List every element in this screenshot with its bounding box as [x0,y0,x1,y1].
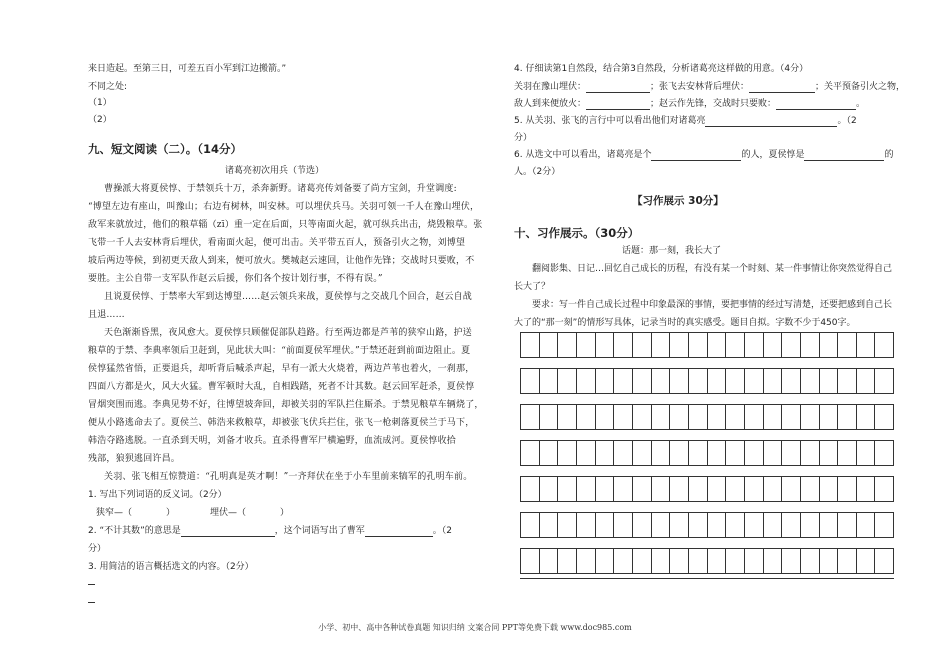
grid-row[interactable] [520,368,894,394]
q1-word2-close: ） [280,508,290,518]
grid-cell[interactable] [688,333,707,357]
grid-cell[interactable] [763,477,782,501]
grid-cell[interactable] [819,513,838,537]
grid-cell[interactable] [744,549,763,573]
q4-zhao-yun-label: ；赵云作先锋，交战时只要败： [650,99,777,109]
grid-cell[interactable] [707,441,726,465]
grid-row[interactable] [520,512,894,538]
passage-line: 敌军来就放过，他们的粮草辎（zī）重一定在后面，只等南面火起，就可纵兵出击，烧毁粮草。张 [88,220,483,230]
grid-cell[interactable] [688,513,707,537]
q5-end: 。（2 [837,116,857,126]
grid-cell[interactable] [856,333,875,357]
grid-cell[interactable] [613,333,632,357]
writing-prompt-line-2: 长大了？ [514,282,551,292]
grid-cell[interactable] [800,369,819,393]
question-5 [514,116,857,127]
passage-line: 四面八方都是火，风大火猛。曹军顿时大乱，自相践踏，死者不计其数。赵云回军赶杀，夏侯惇 [88,382,475,392]
grid-cell[interactable] [725,441,744,465]
grid-cell[interactable] [781,369,800,393]
grid-cell[interactable] [874,333,893,357]
grid-cell[interactable] [651,441,670,465]
grid-cell[interactable] [632,441,651,465]
q1-word2-label: 埋伏—（ [210,508,247,518]
grid-cell[interactable] [725,477,744,501]
q1-antonym-2 [210,508,289,519]
grid-cell[interactable] [800,477,819,501]
q4-line-2 [514,99,865,110]
q6-xiahou-blank[interactable] [804,151,884,161]
q3-answer-line-1[interactable] [88,584,95,585]
passage-title: 诸葛亮初次用兵（节选） [225,166,325,176]
grid-cell[interactable] [856,549,875,573]
grid-cell[interactable] [837,549,856,573]
grid-cell[interactable] [874,369,893,393]
grid-cell[interactable] [725,549,744,573]
q2-army-blank[interactable] [365,527,433,537]
grid-cell[interactable] [744,477,763,501]
grid-row[interactable] [520,440,894,466]
grid-cell[interactable] [837,405,856,429]
grid-cell[interactable] [763,405,782,429]
grid-cell[interactable] [539,477,558,501]
grid-row[interactable] [520,548,894,574]
grid-cell[interactable] [595,441,614,465]
passage-line: 残部，狼狈逃回许昌。 [88,454,181,464]
grid-cell[interactable] [819,477,838,501]
grid-cell[interactable] [595,549,614,573]
passage-line: 坡后两边等候，到初更天敌人到来，便可放火。樊城赵云速回，让他作先锋；交战时只要败，不 [88,256,475,266]
grid-cell[interactable] [632,549,651,573]
grid-cell[interactable] [874,405,893,429]
grid-cell[interactable] [651,369,670,393]
passage-line: 便从小路逃命去了。夏侯兰、韩浩来救粮草，却被张飞伏兵拦住，张飞一枪刺落夏侯兰于马下， [88,418,475,428]
q1-antonym-1 [96,508,175,519]
grid-cell[interactable] [781,513,800,537]
grid-cell[interactable] [613,477,632,501]
grid-cell[interactable] [781,405,800,429]
q6-text-c: 的 [884,150,894,160]
q1-word1-close: ） [166,508,176,518]
passage-line: 且退…… [88,310,125,320]
grid-cell[interactable] [651,333,670,357]
grid-cell[interactable] [669,369,688,393]
prev-item-1: （1） [88,98,112,108]
passage-line: “博望左边有座山，叫豫山；右边有树林，叫安林。可以埋伏兵马。关羽可领一千人在豫山埋伏， [88,202,480,212]
question-1: 1. 写出下列词语的反义词。（2分） [88,490,227,500]
grid-cell[interactable] [557,369,576,393]
grid-cell[interactable] [669,513,688,537]
grid-cell[interactable] [521,441,539,465]
grid-cell[interactable] [837,477,856,501]
grid-cell[interactable] [576,333,595,357]
question-2 [88,526,452,537]
grid-cell[interactable] [707,477,726,501]
grid-cell[interactable] [632,333,651,357]
grid-cell[interactable] [781,549,800,573]
grid-cell[interactable] [595,369,614,393]
grid-cell[interactable] [613,405,632,429]
q5-blank[interactable] [705,117,837,127]
grid-cell[interactable] [576,477,595,501]
grid-cell[interactable] [557,477,576,501]
grid-cell[interactable] [613,369,632,393]
grid-cell[interactable] [763,333,782,357]
q4-guan-yu-label: 关羽在豫山埋伏： [514,82,587,92]
grid-cell[interactable] [539,549,558,573]
grid-cell[interactable] [576,513,595,537]
grid-cell[interactable] [557,333,576,357]
q4-zhao-yun-blank[interactable] [776,100,856,110]
grid-cell[interactable] [651,513,670,537]
grid-cell[interactable] [613,513,632,537]
grid-cell[interactable] [744,369,763,393]
grid-cell[interactable] [613,549,632,573]
writing-prompt-line-1: 翻阅影集、日记…回忆自己成长的历程，有没有某一个时刻、某一件事情让你突然觉得自己 [532,264,893,274]
grid-row[interactable] [520,476,894,502]
grid-cell[interactable] [632,369,651,393]
grid-cell[interactable] [595,513,614,537]
grid-cell[interactable] [557,405,576,429]
grid-cell[interactable] [595,405,614,429]
q6-text-a: 6. 从选文中可以看出，诸葛亮是个 [514,150,652,160]
grid-cell[interactable] [744,441,763,465]
grid-cell[interactable] [800,513,819,537]
grid-cell[interactable] [557,513,576,537]
grid-cell[interactable] [539,513,558,537]
grid-cell[interactable] [707,333,726,357]
grid-cell[interactable] [819,333,838,357]
passage-line: 侯惇猛然省悟，正要退兵，却听背后喊杀声起，早有一派大火烧着，两边芦苇也着火，一刹那， [88,364,475,374]
grid-cell[interactable] [688,369,707,393]
passage-line: 飞带一千人去安林背后埋伏，看南面火起，便可出击。关平带五百人，预备引火之物，刘博望 [88,238,466,248]
q4-zhang-fei-label: ；张飞去安林背后埋伏： [650,82,750,92]
grid-cell[interactable] [819,369,838,393]
grid-cell[interactable] [688,405,707,429]
grid-cell[interactable] [763,549,782,573]
grid-cell[interactable] [707,549,726,573]
writing-requirement-line-2: 大了的“那一刻”的情形写具体，记录当时的真实感受。题目自拟。字数不少于450字。 [514,318,856,328]
passage-line: 关羽、张飞相互惊赞道：“孔明真是英才啊！”一齐拜伏在坐于小车里前来犒军的孔明车前。 [104,472,473,482]
q2-text-a: 2. “不计其数”的意思是 [88,526,181,536]
grid-cell[interactable] [874,513,893,537]
passage-line: 韩浩夺路逃脱。一直杀到天明，刘备才收兵。直杀得曹军尸横遍野，血流成河。夏侯惇收拾 [88,436,457,446]
grid-cell[interactable] [744,405,763,429]
q6-zhuge-blank[interactable] [651,151,741,161]
grid-cell[interactable] [781,477,800,501]
q5-text: 5. 从关羽、张飞的言行中可以看出他们对诸葛亮 [514,116,706,126]
grid-cell[interactable] [725,333,744,357]
q4-guan-ping-label: ；关平预备引火之物， [815,82,906,92]
grid-cell[interactable] [576,441,595,465]
grid-cell[interactable] [539,441,558,465]
grid-cell[interactable] [725,369,744,393]
section10-heading: 十、习作展示。（30分） [514,226,640,240]
passage-line: 且说夏侯惇、于禁率大军到达博望……赵云领兵来战，夏侯惇与之交战几个回合，赵云自战 [104,292,473,302]
grid-cell[interactable] [707,513,726,537]
grid-cell[interactable] [837,441,856,465]
grid-cell[interactable] [856,369,875,393]
question-3: 3. 用简洁的语言概括选文的内容。（2分） [88,562,254,572]
grid-cell[interactable] [576,369,595,393]
grid-cell[interactable] [856,441,875,465]
passage-line: 要胜。主公自带一支军队作赵云后援，你们各个按计划行事，不得有误。” [88,274,383,284]
q6-text-b: 的人，夏侯惇是 [741,150,805,160]
grid-row[interactable] [520,332,894,358]
prev-diff-label: 不同之处: [88,82,128,92]
grid-cell[interactable] [837,513,856,537]
writing-topic: 话题：那一刻，我长大了 [622,246,722,256]
grid-cell[interactable] [521,513,539,537]
q4-end: 。 [856,99,866,109]
grid-cell[interactable] [651,405,670,429]
grid-cell[interactable] [781,333,800,357]
q4-guan-yu-blank[interactable] [586,83,650,93]
q3-answer-line-2[interactable] [88,602,95,603]
q4-line-1 [514,82,905,93]
q2-text-b: ，这个词语写出了曹军 [274,526,365,536]
writing-requirement-line-1: 要求：写一件自己成长过程中印象最深的事情，要把事情的经过写清楚，还要把感到自己长 [532,300,893,310]
grid-cell[interactable] [688,477,707,501]
grid-cell[interactable] [669,405,688,429]
grid-cell[interactable] [856,513,875,537]
grid-cell[interactable] [874,477,893,501]
grid-cell[interactable] [521,477,539,501]
q4-fire-blank[interactable] [586,100,650,110]
grid-cell[interactable] [539,333,558,357]
q6-continuation: 人。（2分） [514,167,561,177]
grid-cell[interactable] [800,405,819,429]
grid-cell[interactable] [576,405,595,429]
q2-text-c: 。（2 [432,526,453,536]
grid-cell[interactable] [819,549,838,573]
passage-line: 天色渐渐昏黑，夜风愈大。夏侯惇只顾催促部队趋路。行至两边都是芦苇的狭窄山路，护送 [104,328,473,338]
grid-cell[interactable] [557,441,576,465]
grid-cell[interactable] [669,549,688,573]
grid-cell[interactable] [856,405,875,429]
grid-bottom-line [520,578,894,579]
grid-cell[interactable] [632,405,651,429]
grid-cell[interactable] [651,477,670,501]
grid-cell[interactable] [688,441,707,465]
q1-word1-label: 狭窄—（ [96,508,133,518]
question-4: 4. 仔细读第1自然段，结合第3自然段，分析诸葛亮这样做的用意。（4分） [514,64,809,74]
q2-meaning-blank[interactable] [181,527,275,537]
grid-cell[interactable] [837,333,856,357]
grid-cell[interactable] [613,441,632,465]
grid-cell[interactable] [521,333,539,357]
section9-heading: 九、短文阅读（二）。（14分） [88,142,243,156]
q4-zhang-fei-blank[interactable] [749,83,815,93]
grid-cell[interactable] [874,549,893,573]
grid-cell[interactable] [781,441,800,465]
grid-cell[interactable] [595,333,614,357]
grid-cell[interactable] [763,441,782,465]
prev-continuation: 来日造起。至第三日，可差五百小军到江边搬箭。” [88,64,287,74]
question-6 [514,150,893,161]
q2-continuation: 分） [88,544,107,554]
grid-cell[interactable] [800,441,819,465]
passage-line: 粮草的于禁、李典率领后卫赶到，见此状大叫：“前面夏侯军埋伏。”于禁还赶到前面边阻止。夏 [88,346,471,356]
grid-row[interactable] [520,404,894,430]
q4-fire-label: 敌人到来便放火： [514,99,587,109]
grid-cell[interactable] [669,477,688,501]
grid-cell[interactable] [539,369,558,393]
grid-cell[interactable] [800,333,819,357]
grid-cell[interactable] [539,405,558,429]
grid-cell[interactable] [744,333,763,357]
grid-cell[interactable] [819,441,838,465]
grid-cell[interactable] [632,513,651,537]
grid-cell[interactable] [856,477,875,501]
grid-cell[interactable] [521,549,539,573]
prev-item-2: （2） [88,115,112,125]
page-footer: 小学、初中、高中各种试卷真题 知识归纳 文案合同 PPT等免费下载 www.doc985.com [318,623,632,632]
grid-cell[interactable] [651,549,670,573]
grid-cell[interactable] [557,549,576,573]
grid-cell[interactable] [744,513,763,537]
grid-cell[interactable] [763,513,782,537]
q5-continuation: 分） [514,133,533,143]
grid-cell[interactable] [521,369,539,393]
grid-cell[interactable] [725,513,744,537]
grid-cell[interactable] [521,405,539,429]
grid-cell[interactable] [707,369,726,393]
grid-cell[interactable] [763,369,782,393]
grid-cell[interactable] [595,477,614,501]
grid-cell[interactable] [800,549,819,573]
grid-cell[interactable] [669,441,688,465]
writing-banner: 【习作展示 30分】 [632,195,724,207]
grid-cell[interactable] [725,405,744,429]
grid-cell[interactable] [576,549,595,573]
grid-cell[interactable] [688,549,707,573]
passage-line: 冒烟突围而逃。李典见势不好，往博望坡奔回，却被关羽的军队拦住厮杀。于禁见粮草车辆烧了， [88,400,484,410]
grid-cell[interactable] [707,405,726,429]
grid-cell[interactable] [669,333,688,357]
grid-cell[interactable] [819,405,838,429]
grid-cell[interactable] [632,477,651,501]
grid-cell[interactable] [837,369,856,393]
grid-cell[interactable] [874,441,893,465]
passage-line: 曹操派大将夏侯惇、于禁领兵十万，杀奔新野。诸葛亮传刘备要了尚方宝剑，升堂调度: [104,184,457,194]
